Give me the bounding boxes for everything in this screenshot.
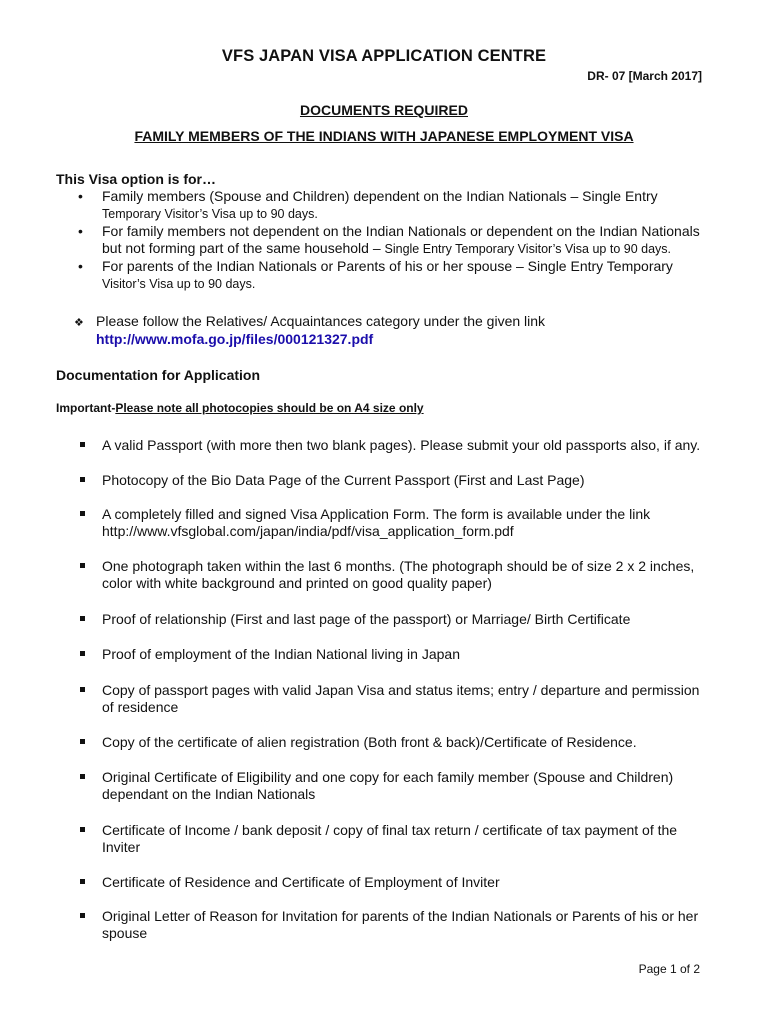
document-reference: DR- 07 [March 2017] [587,69,702,83]
square-bullet-icon [80,687,85,692]
list-item: Photocopy of the Bio Data Page of the Current Passport (First and Last Page) [76,472,716,489]
square-bullet-icon [80,739,85,744]
documentation-heading: Documentation for Application [56,367,261,383]
document-title: VFS JAPAN VISA APPLICATION CENTRE [221,47,547,65]
list-item: Proof of employment of the Indian National living in Japan [76,646,716,663]
bullet-icon: • [78,258,83,274]
bullet-icon: • [78,188,83,204]
list-item: Original Letter of Reason for Invitation for parents of the Indian Nationals or Parents of his or her spouse [76,908,716,942]
important-note: Important-Please note all photocopies should be on A4 size only [56,401,424,415]
square-bullet-icon [80,879,85,884]
page-number: Page 1 of 2 [638,962,700,976]
list-item: • For family members not dependent on the Indian Nationals or dependent on the Indian Nationals but not forming part of the same household – Single Entry Temporary Visitor’s Visa up to 90 days. [78,223,700,256]
list-item: Copy of passport pages with valid Japan Visa and status items; entry / departure and permission of residence [76,682,716,716]
list-item: Copy of the certificate of alien registration (Both front & back)/Certificate of Residence. [76,734,716,751]
family-members-heading: FAMILY MEMBERS OF THE INDIANS WITH JAPANESE EMPLOYMENT VISA [134,128,634,144]
list-item: • Family members (Spouse and Children) dependent on the Indian Nationals – Single Entry Temporary Visitor’s Visa up to 90 days. [78,188,658,221]
list-item: Certificate of Residence and Certificate of Employment of Inviter [76,874,716,891]
list-item: Proof of relationship (First and last page of the passport) or Marriage/ Birth Certificate [76,611,716,628]
list-item: Certificate of Income / bank deposit / copy of final tax return / certificate of tax payment of the Inviter [76,822,716,856]
list-item: A valid Passport (with more then two blank pages). Please submit your old passports also, if any. [76,437,716,454]
square-bullet-icon [80,913,85,918]
list-item: Original Certificate of Eligibility and one copy for each family member (Spouse and Children) dependant on the Indian Nationals [76,769,716,803]
list-item: A completely filled and signed Visa Application Form. The form is available under the link http://www.vfsglobal.com/japan/india/pdf/visa_application_form.pdf [76,506,716,540]
list-item: One photograph taken within the last 6 months. (The photograph should be of size 2 x 2 inches, color with white background and printed on good quality paper) [76,558,716,592]
square-bullet-icon [80,442,85,447]
square-bullet-icon [80,616,85,621]
square-bullet-icon [80,827,85,832]
square-bullet-icon [80,563,85,568]
documents-required-heading: DOCUMENTS REQUIRED [299,102,468,118]
follow-instruction: ❖ Please follow the Relatives/ Acquaintances category under the given link [74,313,546,329]
mofa-link[interactable]: http://www.mofa.go.jp/files/000121327.pdf [96,331,374,347]
list-item: • For parents of the Indian Nationals or Parents of his or her spouse – Single Entry Temporary Visitor’s Visa up to 90 days. [78,258,673,291]
visa-option-label: This Visa option is for… [56,171,216,187]
square-bullet-icon [80,774,85,779]
square-bullet-icon [80,651,85,656]
visa-form-link[interactable]: http://www.vfsglobal.com/japan/india/pdf/visa_application_form.pdf [102,523,514,539]
diamond-bullet-icon: ❖ [74,317,84,329]
square-bullet-icon [80,477,85,482]
square-bullet-icon [80,511,85,516]
visa-option-list [76,188,716,293]
bullet-icon: • [78,223,83,239]
